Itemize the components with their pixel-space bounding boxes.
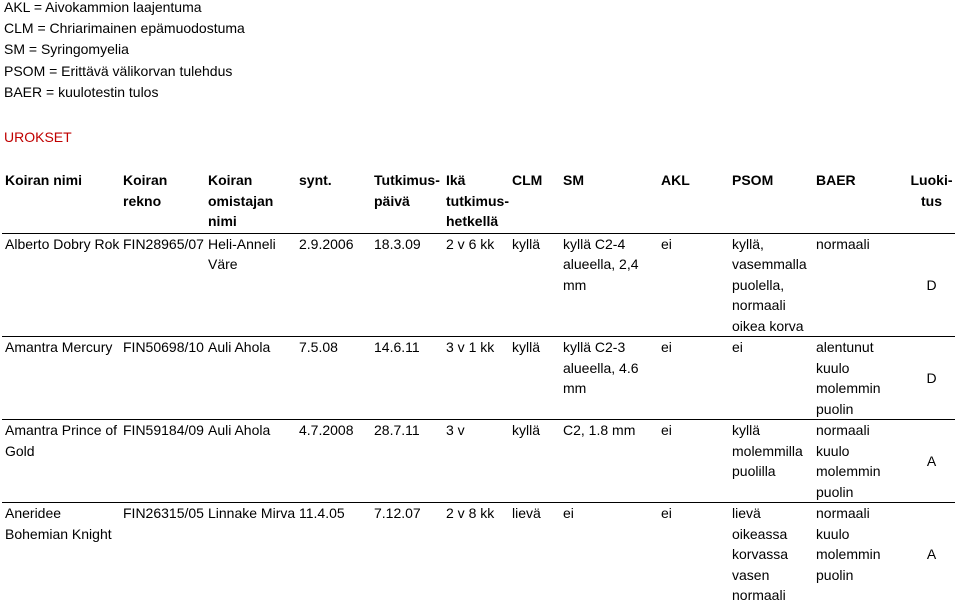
table-cell: 2 v 8 kk	[446, 505, 495, 521]
table-cell: Auli Ahola	[205, 337, 296, 420]
table-cell: 28.7.11	[371, 420, 443, 503]
table-cell: normaali	[813, 233, 905, 337]
col-header: PSOM	[729, 170, 813, 233]
col-header: Tutkimus- päivä	[371, 170, 443, 233]
table-cell: kyllä C2-3 alueella, 4.6 mm	[560, 337, 658, 420]
classification-cell: A	[905, 420, 955, 503]
table-cell: Linnake Mirva	[208, 505, 296, 521]
table-header-row	[2, 170, 955, 233]
table-cell: FIN28965/07	[120, 233, 205, 337]
table-cell: kyllä, vasemmalla puolella, normaali oikea korva	[729, 233, 813, 337]
table-cell: 2.9.2006	[296, 233, 371, 337]
table-cell: FIN59184/09	[120, 420, 205, 503]
classification-cell: D	[905, 233, 955, 337]
col-header: BAER	[813, 170, 905, 233]
legend-akl: AKL = Aivokammion laajentuma	[4, 0, 202, 15]
table-row	[2, 503, 955, 606]
col-header: Koiran omistajan nimi	[205, 170, 296, 233]
table-cell: Aneridee Bohemian Knight	[5, 505, 112, 542]
legend-baer: BAER = kuulotestin tulos	[4, 84, 159, 100]
legend-psom: PSOM = Erittävä välikorvan tulehdus	[4, 63, 233, 79]
table-cell: 2 v 6 kk	[443, 233, 509, 337]
table-cell: 7.12.07	[374, 505, 421, 521]
table-cell: ei	[729, 337, 813, 420]
table-row	[2, 420, 955, 503]
table-cell: C2, 1.8 mm	[560, 420, 658, 503]
table-cell: Amantra Mercury	[2, 337, 120, 420]
table-cell: FIN26315/05	[123, 505, 204, 521]
col-header: Ikä tutkimus- hetkellä	[443, 170, 509, 233]
table-cell: 3 v	[443, 420, 509, 503]
table-cell: Amantra Prince of Gold	[2, 420, 120, 503]
col-header: AKL	[658, 170, 729, 233]
table-cell: Auli Ahola	[205, 420, 296, 503]
table-cell: ei	[658, 337, 729, 420]
table-row	[2, 337, 955, 420]
table-cell: ei	[658, 233, 729, 337]
classification-cell: A	[926, 546, 937, 562]
table-row	[2, 233, 955, 337]
table-cell: 14.6.11	[371, 337, 443, 420]
table-cell: Alberto Dobry Rok	[2, 233, 120, 337]
table-cell: normaali kuulo molemmin puolin	[813, 420, 905, 503]
table-cell: normaali kuulo molemmin puolin	[816, 505, 881, 583]
table-cell: Heli-Anneli Väre	[205, 233, 296, 337]
table-cell: kyllä	[509, 337, 560, 420]
section-title: UROKSET	[4, 129, 72, 145]
table-cell: ei	[658, 420, 729, 503]
table-cell: ei	[661, 505, 672, 521]
table-cell: alentunut kuulo molemmin puolin	[813, 337, 905, 420]
legend-clm: CLM = Chriarimainen epämuodostuma	[4, 20, 245, 36]
table-cell: FIN50698/10	[120, 337, 205, 420]
col-header: CLM	[509, 170, 560, 233]
classification-cell: D	[905, 337, 955, 420]
table-cell: 7.5.08	[296, 337, 371, 420]
table-cell: kyllä C2-4 alueella, 2,4 mm	[560, 233, 658, 337]
table-cell: lievä oikeassa korvassa vasen normaali	[732, 505, 789, 603]
results-table	[2, 170, 955, 606]
col-header: synt.	[296, 170, 371, 233]
col-header: Koiran rekno	[120, 170, 205, 233]
col-header: Luoki- tus	[905, 170, 955, 233]
table-cell: 3 v 1 kk	[443, 337, 509, 420]
table-cell: 18.3.09	[371, 233, 443, 337]
table-cell: kyllä	[509, 420, 560, 503]
legend-sm: SM = Syringomyelia	[4, 41, 129, 57]
table-cell: 4.7.2008	[296, 420, 371, 503]
table-cell: kyllä	[509, 233, 560, 337]
col-header: SM	[560, 170, 658, 233]
table-cell: 11.4.05	[299, 505, 345, 521]
table-cell: kyllä molemmilla puolilla	[729, 420, 813, 503]
table-cell: lievä	[512, 505, 541, 521]
col-header: Koiran nimi	[2, 170, 120, 233]
table-cell: ei	[563, 505, 574, 521]
